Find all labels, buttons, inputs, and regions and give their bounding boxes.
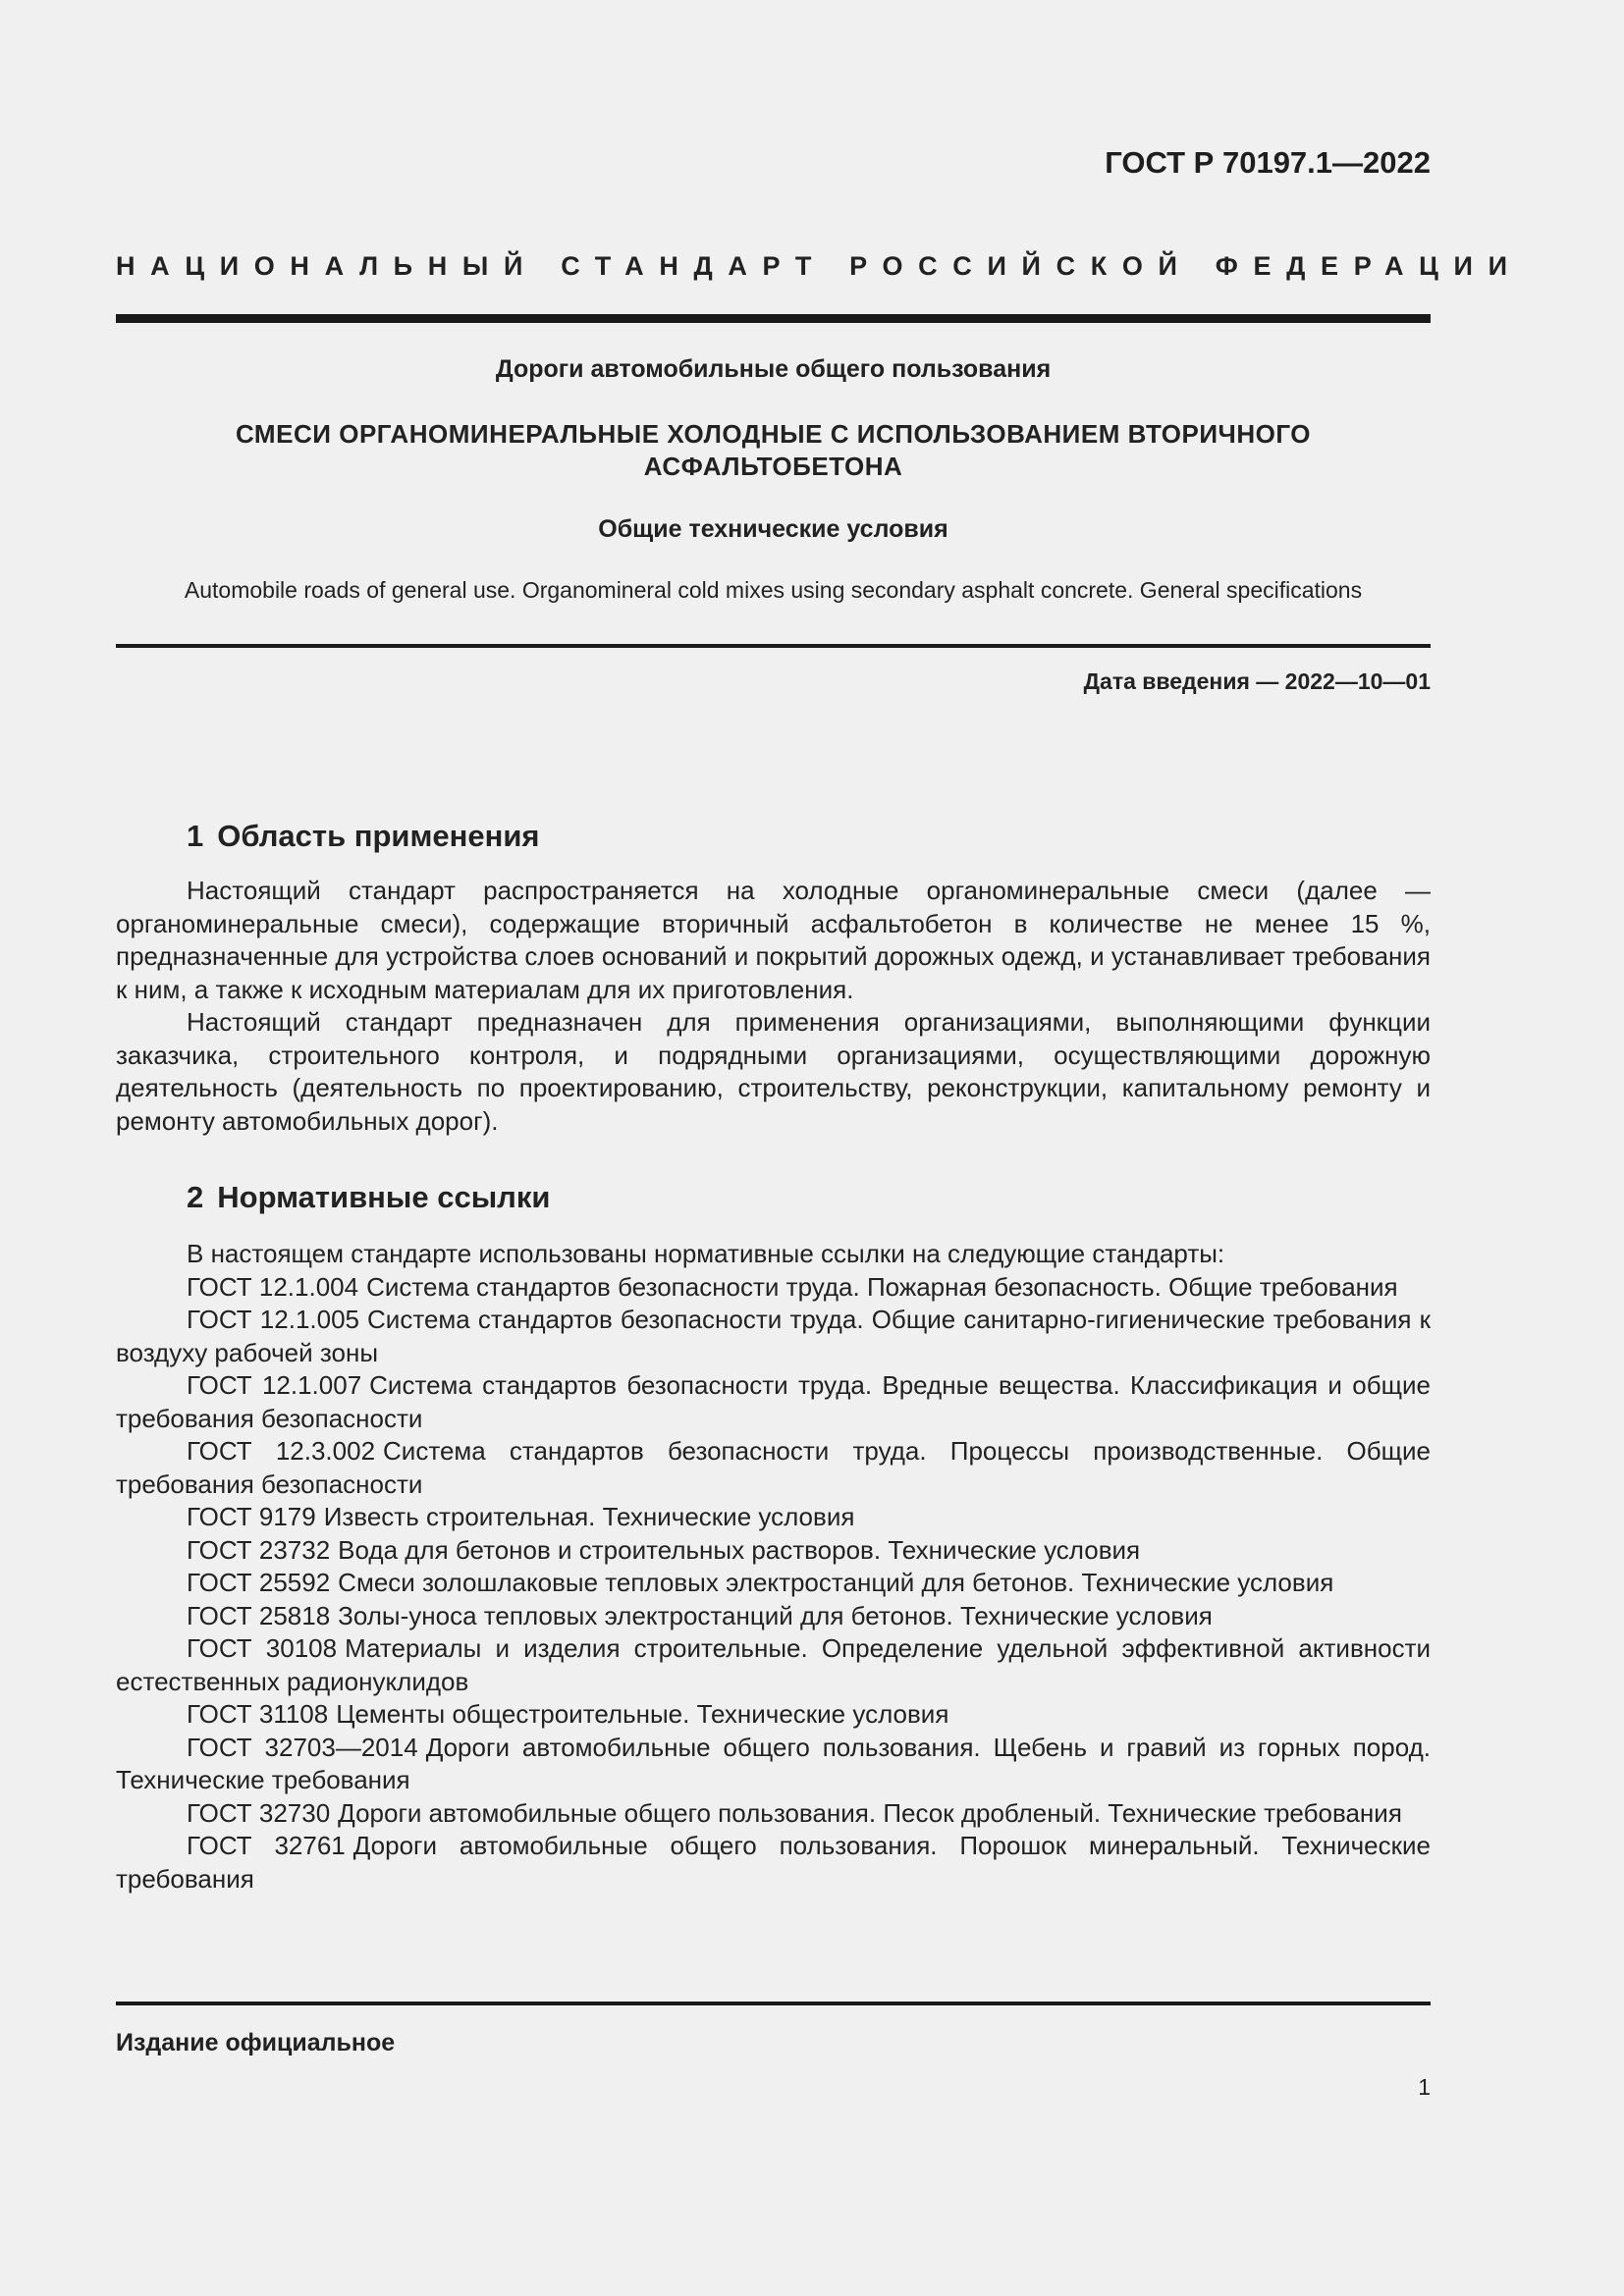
reference-item [116, 1732, 1431, 1797]
reference-text: Система стандартов безопасности труда. Пожарная безопасность. Общие требования [366, 1271, 1398, 1302]
header-rule [116, 314, 1431, 323]
reference-code: ГОСТ 12.1.004 [187, 1271, 359, 1302]
reference-text: Цементы общестроительные. Технические условия [336, 1699, 949, 1729]
reference-code: ГОСТ 30108 [187, 1633, 338, 1663]
section-1-number: 1 [187, 819, 204, 853]
reference-item [116, 1369, 1431, 1435]
reference-text: Система стандартов безопасности труда. Процессы производственные. Общие требования безопасности [116, 1436, 1431, 1499]
reference-item [116, 1271, 1431, 1305]
reference-text: Дороги автомобильные общего пользования. Порошок минеральный. Технические требования [116, 1831, 1431, 1894]
reference-item [116, 1534, 1431, 1568]
section-2-number: 2 [187, 1180, 204, 1214]
reference-code: ГОСТ 32730 [187, 1797, 331, 1828]
reference-item [116, 1698, 1431, 1732]
reference-item [116, 1632, 1431, 1698]
title-subtitle-1: Дороги автомобильные общего пользования [495, 355, 1052, 383]
title-subtitle-2: Общие технические условия [598, 515, 948, 543]
reference-item [116, 1600, 1431, 1633]
reference-code: ГОСТ 32761 [187, 1831, 346, 1860]
reference-item [116, 1567, 1431, 1600]
reference-code: ГОСТ 32703—2014 [187, 1732, 418, 1762]
reference-code: ГОСТ 12.1.007 [187, 1370, 362, 1400]
section-1-paragraph: Настоящий стандарт предназначен для применения организациями, выполняющими функции заказчика, строительного контроля, и подрядными организациями, осуществляющими дорожную деятельность (деятельность по проектированию, строительству, реконструкции, капитальному ремонту и ремонту автомобильных дорог). [116, 1007, 1431, 1136]
reference-text: Вода для бетонов и строительных растворов. Технические условия [338, 1534, 1141, 1565]
section-2-heading [187, 1180, 550, 1215]
reference-text: Известь строительная. Технические условия [323, 1502, 855, 1531]
section-2-body [116, 1238, 1431, 1896]
section-2-intro: В настоящем стандарте использованы нормативные ссылки на следующие стандарты: [187, 1239, 1225, 1268]
section-1-heading [187, 819, 540, 854]
reference-text: Дороги автомобильные общего пользования. Песок дробленый. Технические требования [338, 1797, 1402, 1828]
section-1-title: Область применения [217, 819, 540, 853]
title-rule [116, 644, 1431, 648]
reference-code: ГОСТ 23732 [187, 1534, 331, 1565]
title-english: Automobile roads of general use. Organomineral cold mixes using secondary asphalt concrete. General specifications [184, 577, 1363, 603]
reference-item [116, 1501, 1431, 1534]
reference-text: Смеси золошлаковые тепловых электростанций для бетонов. Технические условия [338, 1568, 1334, 1597]
official-edition-label: Издание официальное [116, 2029, 396, 2056]
reference-text: Золы-уноса тепловых электростанций для бетонов. Технические условия [338, 1600, 1213, 1630]
national-standard-banner: НАЦИОНАЛЬНЫЙ СТАНДАРТ РОССИЙСКОЙ ФЕДЕРАЦИИ [116, 251, 1523, 281]
title-main-line-1: СМЕСИ ОРГАНОМИНЕРАЛЬНЫЕ ХОЛОДНЫЕ С ИСПОЛЬЗОВАНИЕМ ВТОРИЧНОГО [235, 419, 1312, 449]
reference-code: ГОСТ 25818 [187, 1600, 331, 1630]
reference-text: Дороги автомобильные общего пользования. Щебень и гравий из горных пород. Технические требования [116, 1732, 1431, 1794]
section-1-body [116, 875, 1431, 1138]
footer-rule [116, 2002, 1431, 2005]
reference-code: ГОСТ 31108 [187, 1699, 329, 1729]
reference-item [116, 1797, 1431, 1831]
reference-text: Система стандартов безопасности труда. Вредные вещества. Классификация и общие требования безопасности [116, 1370, 1431, 1433]
page-number: 1 [1418, 2074, 1431, 2100]
reference-code: ГОСТ 12.3.002 [187, 1436, 376, 1466]
reference-item [116, 1304, 1431, 1369]
reference-text: Система стандартов безопасности труда. Общие санитарно-гигиенические требования к воздуху рабочей зоны [116, 1305, 1431, 1367]
section-2-title: Нормативные ссылки [217, 1180, 551, 1214]
reference-item [116, 1830, 1431, 1896]
title-main-line-2: АСФАЛЬТОБЕТОНА [643, 452, 903, 481]
reference-code: ГОСТ 12.1.005 [187, 1305, 360, 1334]
reference-code: ГОСТ 9179 [187, 1502, 316, 1531]
reference-text: Материалы и изделия строительные. Определение удельной эффективной активности естественных радионуклидов [116, 1633, 1432, 1696]
date-of-introduction: Дата введения — 2022—10—01 [1083, 668, 1431, 694]
reference-code: ГОСТ 25592 [187, 1568, 331, 1597]
reference-item [116, 1435, 1431, 1501]
section-1-paragraph: Настоящий стандарт распространяется на холодные органоминеральные смеси (далее — органоминеральные смеси), содержащие вторичный асфальтобетон в количестве не менее 15 %, предназначенные для устройства слоев оснований и покрытий дорожных одежд, и устанавливает требования к ним, а также к исходным материалам для их приготовления. [116, 876, 1431, 1004]
doc-number: ГОСТ Р 70197.1—2022 [1105, 145, 1431, 180]
title-main [116, 418, 1431, 483]
